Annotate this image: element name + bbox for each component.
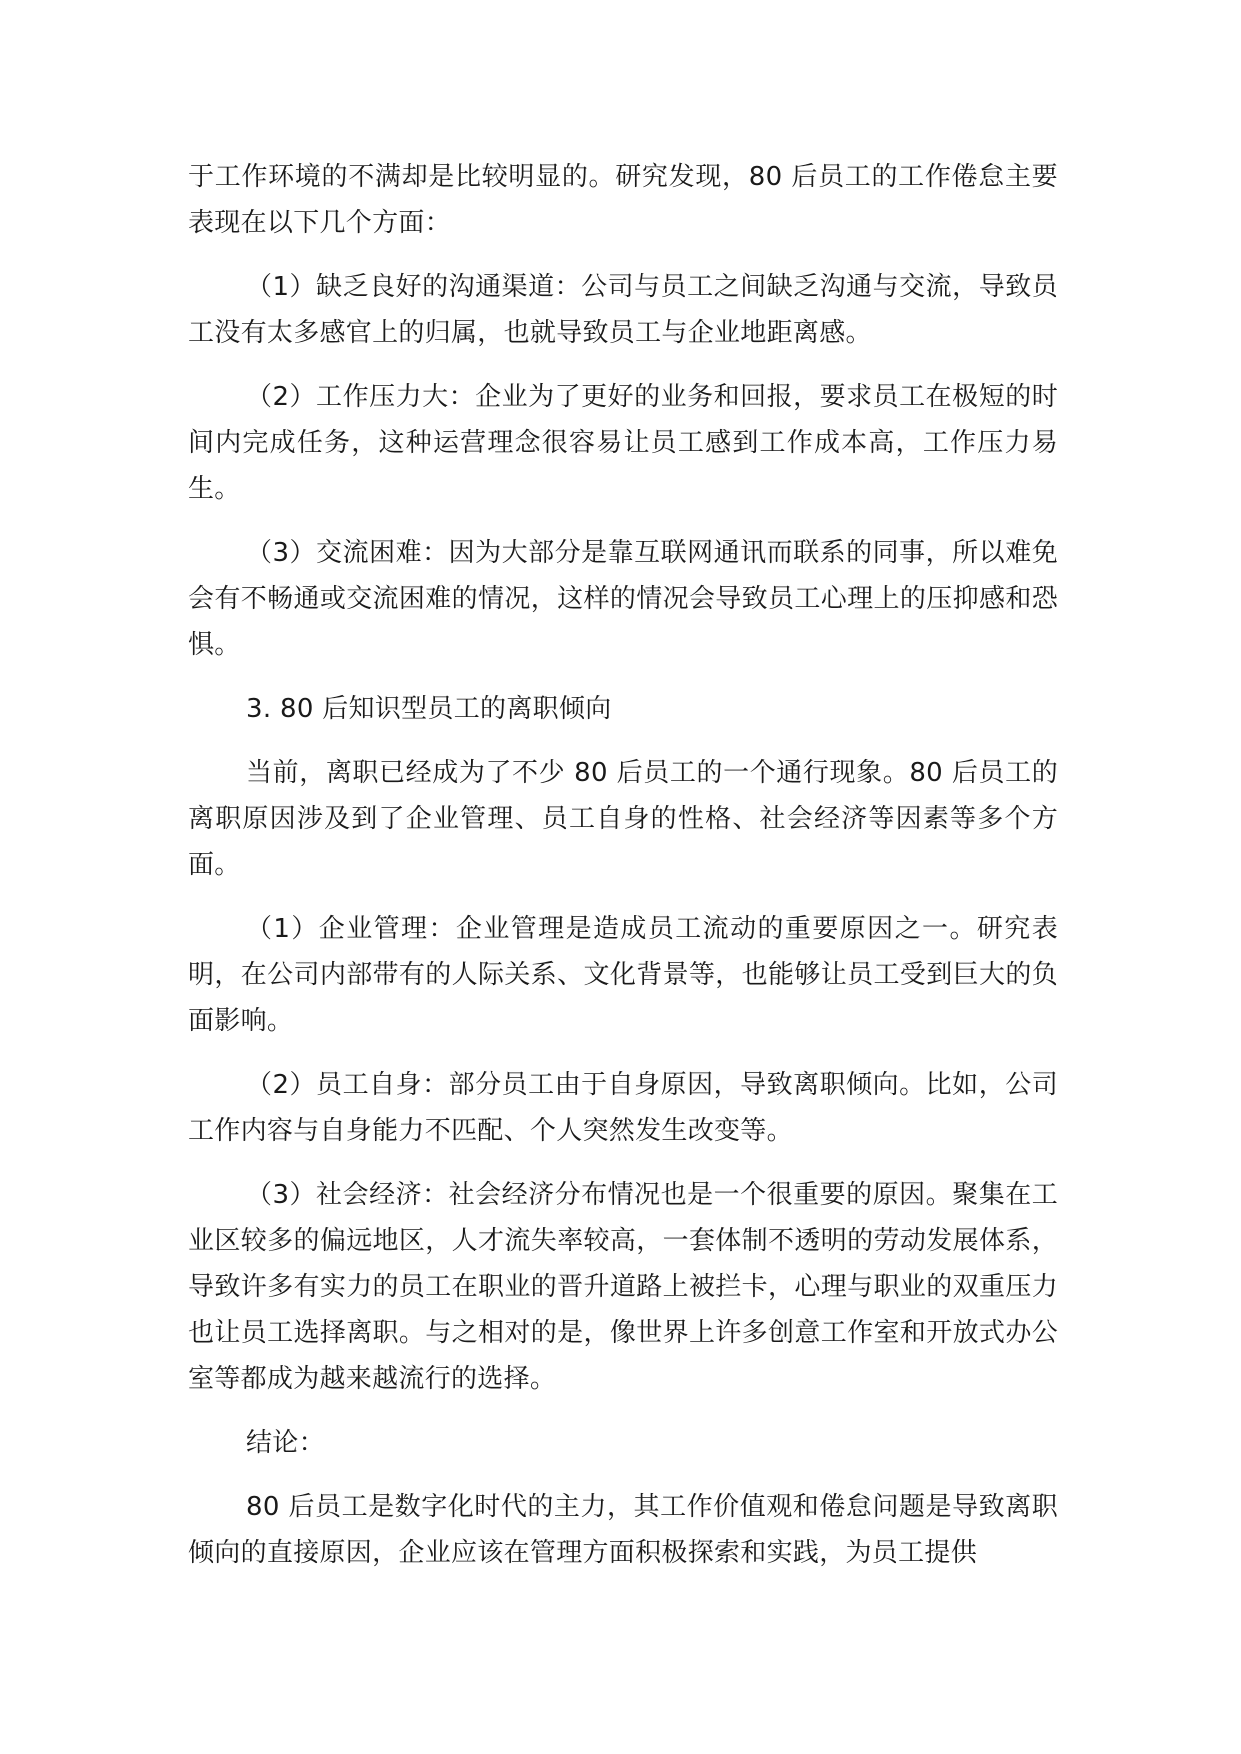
paragraph-turnover-self: （2）员工自身：部分员工由于自身原因，导致离职倾向。比如，公司工作内容与自身能力不匹配、个人突然发生改变等。 bbox=[188, 1070, 1058, 1146]
paragraph-burnout-communication: （1）缺乏良好的沟通渠道：公司与员工之间缺乏沟通与交流，导致员工没有太多感官上的归属，也就导致员工与企业地距离感。 bbox=[188, 272, 1058, 348]
paragraph-turnover-management: （1）企业管理：企业管理是造成员工流动的重要原因之一。研究表明，在公司内部带有的人际关系、文化背景等，也能够让员工受到巨大的负面影响。 bbox=[188, 914, 1058, 1036]
paragraph-burnout-exchange: （3）交流困难：因为大部分是靠互联网通讯而联系的同事，所以难免会有不畅通或交流困难的情况，这样的情况会导致员工心理上的压抑感和恐惧。 bbox=[188, 538, 1058, 660]
document-body bbox=[188, 154, 1058, 1594]
paragraph-burnout-pressure: （2）工作压力大：企业为了更好的业务和回报，要求员工在极短的时间内完成任务，这种运营理念很容易让员工感到工作成本高，工作压力易生。 bbox=[188, 382, 1058, 504]
conclusion-heading: 结论： bbox=[246, 1428, 325, 1458]
section-heading-turnover: 3. 80 后知识型员工的离职倾向 bbox=[246, 694, 612, 724]
paragraph-work-environment: 于工作环境的不满却是比较明显的。研究发现，80 后员工的工作倦怠主要表现在以下几个方面： bbox=[188, 162, 1058, 238]
paragraph-turnover-intro: 当前，离职已经成为了不少 80 后员工的一个通行现象。80 后员工的离职原因涉及到了企业管理、员工自身的性格、社会经济等因素等多个方面。 bbox=[188, 758, 1058, 880]
paragraph-turnover-economy: （3）社会经济：社会经济分布情况也是一个很重要的原因。聚集在工业区较多的偏远地区，人才流失率较高，一套体制不透明的劳动发展体系，导致许多有实力的员工在职业的晋升道路上被拦卡，心理与职业的双重压力也让员工选择离职。与之相对的是，像世界上许多创意工作室和开放式办公室等都成为越来越流行的选择。 bbox=[188, 1180, 1058, 1394]
paragraph-conclusion: 80 后员工是数字化时代的主力，其工作价值观和倦怠问题是导致离职倾向的直接原因，企业应该在管理方面积极探索和实践，为员工提供 bbox=[188, 1492, 1058, 1568]
